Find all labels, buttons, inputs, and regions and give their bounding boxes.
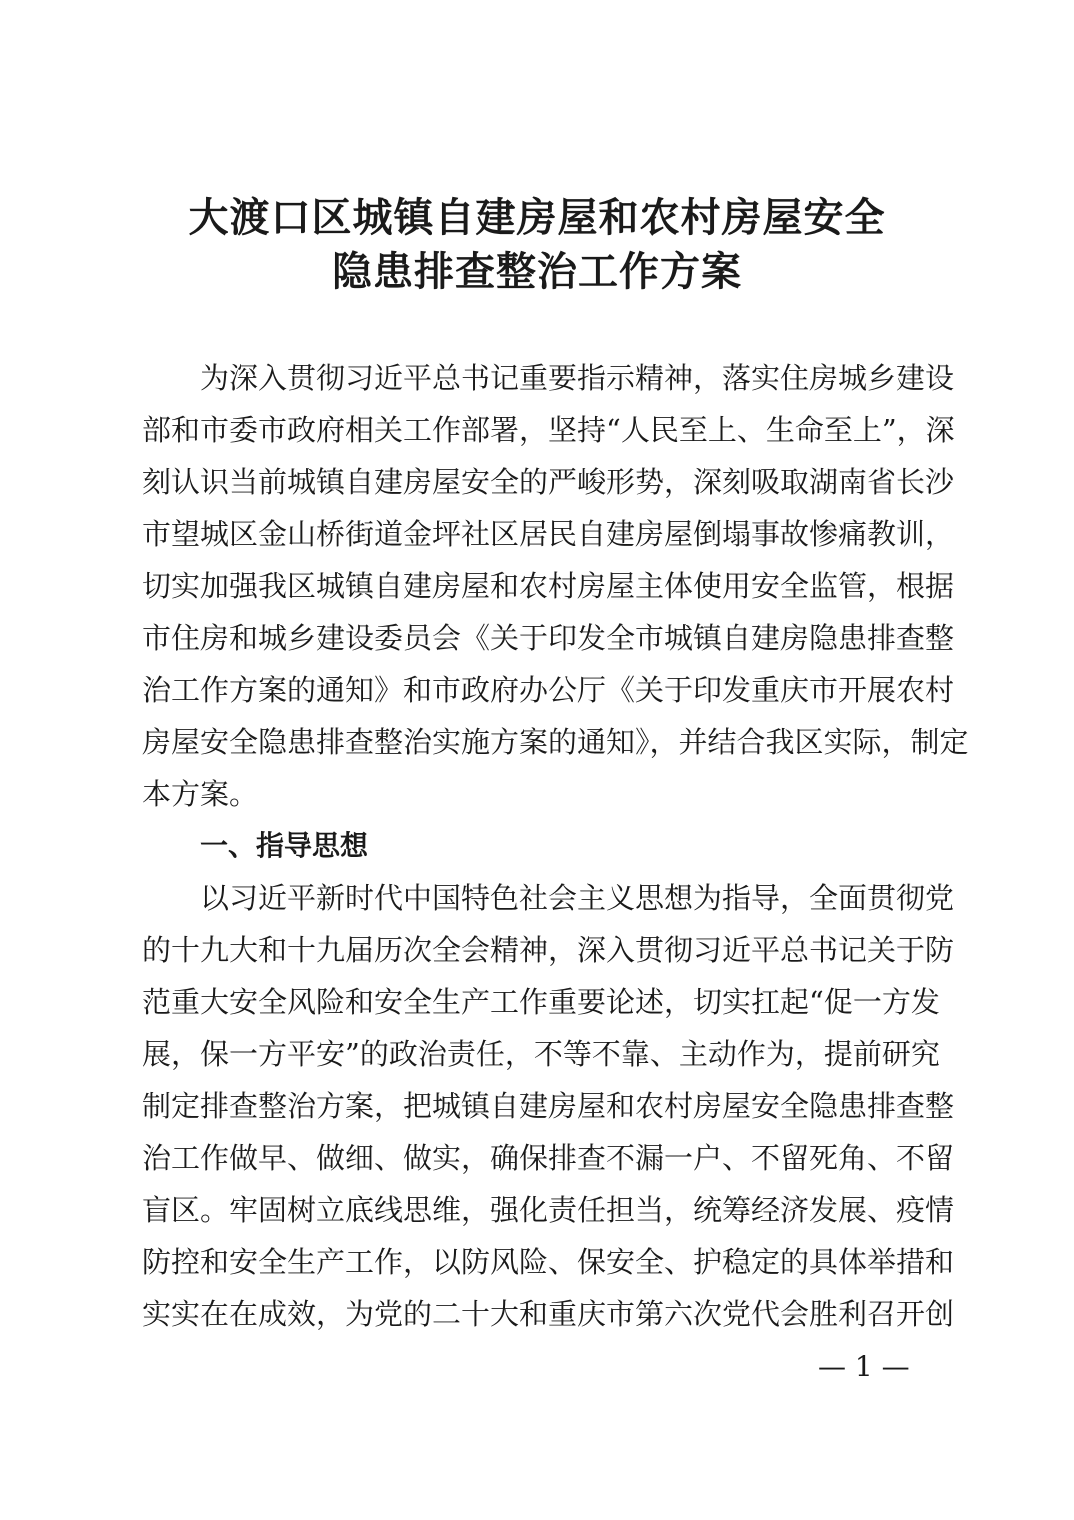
document-body <box>142 352 969 1340</box>
paragraph-line: 市望城区金山桥街道金坪社区居民自建房屋倒塌事故惨痛教训， <box>142 517 955 551</box>
paragraph-line: 部和市委市政府相关工作部署，坚持“人民至上、生命至上”，深 <box>142 413 955 447</box>
paragraph-line: 本方案。 <box>142 777 259 811</box>
paragraph-line: 治工作方案的通知》和市政府办公厅《关于印发重庆市开展农村 <box>142 673 955 707</box>
paragraph-line: 展，保一方平安”的政治责任，不等不靠、主动作为，提前研究 <box>142 1037 940 1071</box>
paragraph-line: 治工作做早、做细、做实，确保排查不漏一户、不留死角、不留 <box>142 1141 955 1175</box>
paragraph-line: 房屋安全隐患排查整治实施方案的通知》，并结合我区实际，制定 <box>142 725 969 759</box>
paragraph-line: 市住房和城乡建设委员会《关于印发全市城镇自建房隐患排查整 <box>142 621 955 655</box>
paragraph-line: 刻认识当前城镇自建房屋安全的严峻形势，深刻吸取湖南省长沙 <box>142 465 955 499</box>
section-1-paragraph <box>142 872 955 1340</box>
section-heading: 一、指导思想 <box>200 829 369 862</box>
paragraph-line: 防控和安全生产工作，以防风险、保安全、护稳定的具体举措和 <box>142 1245 955 1279</box>
paragraph-line: 以习近平新时代中国特色社会主义思想为指导，全面贯彻党 <box>200 881 955 915</box>
paragraph-line: 范重大安全风险和安全生产工作重要论述，切实扛起“促一方发 <box>142 985 940 1019</box>
paragraph-line: 为深入贯彻习近平总书记重要指示精神，落实住房城乡建设 <box>200 361 955 395</box>
paragraph-line: 实实在在成效，为党的二十大和重庆市第六次党代会胜利召开创 <box>142 1297 955 1331</box>
document-title-line-2: 隐患排查整治工作方案 <box>332 248 742 295</box>
paragraph-line: 盲区。牢固树立底线思维，强化责任担当，统筹经济发展、疫情 <box>142 1193 955 1227</box>
paragraph-line: 切实加强我区城镇自建房屋和农村房屋主体使用安全监管，根据 <box>142 569 955 603</box>
paragraph-line: 的十九大和十九届历次全会精神，深入贯彻习近平总书记关于防 <box>142 933 955 967</box>
paragraph-line: 制定排查整治方案，把城镇自建房屋和农村房屋安全隐患排查整 <box>142 1089 955 1123</box>
document-title-line-1: 大渡口区城镇自建房屋和农村房屋安全 <box>188 194 886 241</box>
page-number: — 1 — <box>818 1350 910 1383</box>
intro-paragraph <box>142 352 969 820</box>
